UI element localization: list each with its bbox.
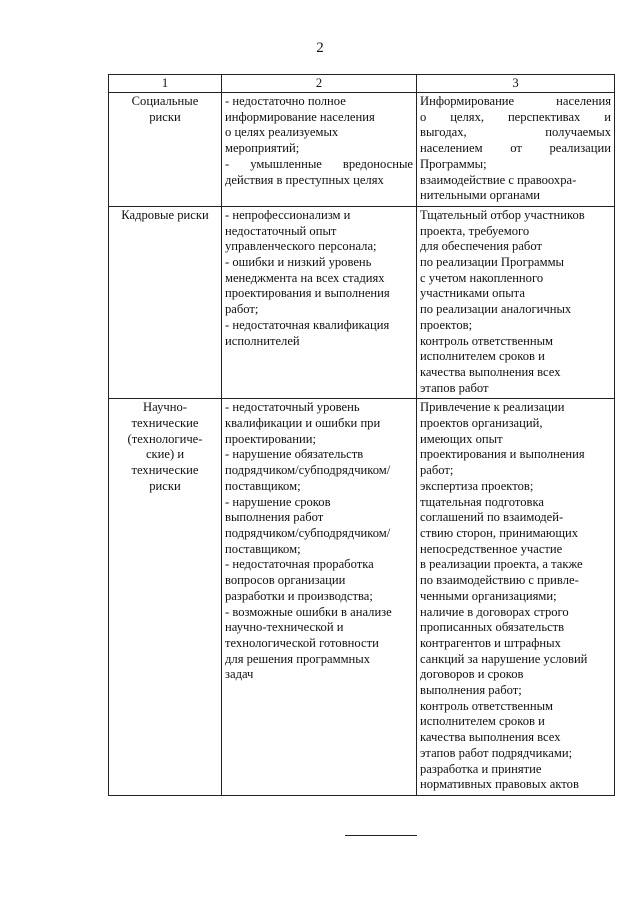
table-row bbox=[109, 206, 615, 398]
cell-text-line: исполнителей bbox=[225, 333, 300, 348]
cell-text-line: менеджмента на всех стадиях bbox=[225, 270, 385, 285]
cell-text-line: имеющих опыт bbox=[420, 431, 503, 446]
cell-text-line: поставщиком; bbox=[225, 541, 301, 556]
cell-text-line: Программы; bbox=[420, 156, 487, 171]
column-header-1: 1 bbox=[109, 75, 222, 93]
cell-text-line: управленческого персонала; bbox=[225, 239, 377, 254]
cell-text-line: непосредственное участие bbox=[420, 541, 563, 556]
table-row bbox=[109, 93, 615, 207]
column-header-3: 3 bbox=[417, 75, 615, 93]
cell-text-line: Кадровые риски bbox=[121, 207, 209, 222]
risk-category-cell bbox=[109, 399, 222, 796]
cell-text-line: качества выполнения всех bbox=[420, 364, 561, 379]
cell-text-line: ские) и bbox=[145, 447, 185, 462]
cell-text-line: санкций за нарушение условий bbox=[420, 651, 588, 666]
bottom-rule bbox=[345, 835, 417, 836]
risk-category-cell bbox=[109, 93, 222, 207]
cell-text-line: с учетом накопленного bbox=[420, 270, 544, 285]
cell-text-line: по реализации аналогичных bbox=[420, 302, 572, 317]
cell-text-line: наличие в договорах строго bbox=[420, 604, 569, 619]
cell-text-line: технические bbox=[131, 463, 199, 478]
cell-text-line: исполнителем сроков и bbox=[420, 349, 545, 364]
cell-text-line: прописанных обязательств bbox=[420, 620, 565, 635]
cell-text-line: по реализации Программы bbox=[420, 255, 565, 270]
cell-text-line: проектировании; bbox=[225, 431, 316, 446]
cell-text-line: - ошибки и низкий уровень bbox=[225, 255, 372, 270]
risk-description-cell bbox=[222, 206, 417, 398]
cell-text-line: (технологиче- bbox=[127, 431, 203, 446]
cell-text-line: контроль ответственным bbox=[420, 333, 553, 348]
cell-text-line: контрагентов и штрафных bbox=[420, 635, 561, 650]
cell-text-line: выгодах, получаемых bbox=[420, 125, 611, 140]
cell-text-line: квалификации и ошибки при bbox=[225, 416, 381, 431]
cell-text-line: - непрофессионализм и bbox=[225, 207, 351, 222]
cell-text-line: проектов; bbox=[420, 317, 473, 332]
cell-text-line: Тщательный отбор участников bbox=[420, 207, 585, 222]
cell-text-line: проектов организаций, bbox=[420, 416, 543, 431]
cell-text-line: выполнения работ; bbox=[420, 683, 522, 698]
cell-text-line: - возможные ошибки в анализе bbox=[225, 604, 392, 619]
cell-text-line: действия в преступных целях bbox=[225, 172, 384, 187]
header-row bbox=[109, 75, 615, 93]
cell-text-line: выполнения работ bbox=[225, 510, 324, 525]
mitigation-measures-cell bbox=[417, 399, 615, 796]
risk-table bbox=[108, 74, 615, 796]
cell-text-line: риски bbox=[149, 478, 181, 493]
cell-text-line: - нарушение обязательств bbox=[225, 447, 364, 462]
cell-text-line: задач bbox=[225, 667, 254, 682]
cell-text-line: о целях реализуемых bbox=[225, 125, 339, 140]
cell-text-line: взаимодействие с правоохра- bbox=[420, 172, 577, 187]
cell-text-line: Научно- bbox=[143, 400, 187, 415]
cell-text-line: о целях, перспективах и bbox=[420, 109, 611, 124]
cell-text-line: населением от реализации bbox=[420, 141, 611, 156]
cell-text-line: этапов работ bbox=[420, 380, 489, 395]
cell-text-line: - недостаточная квалификация bbox=[225, 317, 390, 332]
cell-text-line: этапов работ подрядчиками; bbox=[420, 745, 573, 760]
cell-text-line: соглашений по взаимодей- bbox=[420, 510, 564, 525]
cell-text-line: нормативных правовых актов bbox=[420, 777, 579, 792]
cell-text-line: риски bbox=[149, 109, 181, 124]
cell-text-line: подрядчиком/субподрядчиком/ bbox=[225, 525, 391, 540]
cell-text-line: - недостаточная проработка bbox=[225, 557, 374, 572]
cell-text-line: для обеспечения работ bbox=[420, 239, 542, 254]
cell-text-line: контроль ответственным bbox=[420, 698, 553, 713]
cell-text-line: проектирования и выполнения bbox=[225, 286, 390, 301]
cell-text-line: проектирования и выполнения bbox=[420, 447, 585, 462]
mitigation-measures-cell bbox=[417, 206, 615, 398]
cell-text-line: в реализации проекта, а также bbox=[420, 557, 583, 572]
cell-text-line: вопросов организации bbox=[225, 573, 346, 588]
cell-text-line: - недостаточно полное bbox=[225, 94, 346, 108]
cell-text-line: тщательная подготовка bbox=[420, 494, 545, 509]
cell-text-line: работ; bbox=[420, 463, 454, 478]
cell-text-line: - недостаточный уровень bbox=[225, 400, 360, 415]
cell-text-line: - умышленные вредоносные bbox=[225, 156, 413, 171]
cell-text-line: Информирование населения bbox=[420, 94, 611, 108]
cell-text-line: участниками опыта bbox=[420, 286, 525, 301]
cell-text-line: информирование населения bbox=[225, 109, 375, 124]
table-row bbox=[109, 399, 615, 796]
cell-text-line: - нарушение сроков bbox=[225, 494, 331, 509]
mitigation-measures-cell bbox=[417, 93, 615, 207]
cell-text-line: разработка и принятие bbox=[420, 761, 542, 776]
cell-text-line: разработки и производства; bbox=[225, 588, 373, 603]
risk-description-cell bbox=[222, 93, 417, 207]
cell-text-line: научно-технической и bbox=[225, 620, 344, 635]
cell-text-line: технические bbox=[131, 416, 199, 431]
cell-text-line: подрядчиком/субподрядчиком/ bbox=[225, 463, 391, 478]
cell-text-line: договоров и сроков bbox=[420, 667, 524, 682]
cell-text-line: мероприятий; bbox=[225, 141, 300, 156]
cell-text-line: поставщиком; bbox=[225, 478, 301, 493]
cell-text-line: по взаимодействию с привле- bbox=[420, 573, 579, 588]
cell-text-line: ченными организациями; bbox=[420, 588, 557, 603]
cell-text-line: недостаточный опыт bbox=[225, 223, 337, 238]
cell-text-line: нительными органами bbox=[420, 188, 541, 203]
cell-text-line: проекта, требуемого bbox=[420, 223, 530, 238]
cell-text-line: ствию сторон, принимающих bbox=[420, 525, 579, 540]
cell-text-line: технологической готовности bbox=[225, 635, 379, 650]
cell-text-line: Социальные bbox=[131, 94, 199, 108]
risk-description-cell bbox=[222, 399, 417, 796]
cell-text-line: исполнителем сроков и bbox=[420, 714, 545, 729]
cell-text-line: качества выполнения всех bbox=[420, 730, 561, 745]
risk-category-cell bbox=[109, 206, 222, 398]
column-header-2: 2 bbox=[222, 75, 417, 93]
cell-text-line: для решения программных bbox=[225, 651, 371, 666]
cell-text-line: Привлечение к реализации bbox=[420, 400, 565, 415]
cell-text-line: работ; bbox=[225, 302, 259, 317]
page-number: 2 bbox=[316, 40, 324, 56]
cell-text-line: экспертиза проектов; bbox=[420, 478, 534, 493]
